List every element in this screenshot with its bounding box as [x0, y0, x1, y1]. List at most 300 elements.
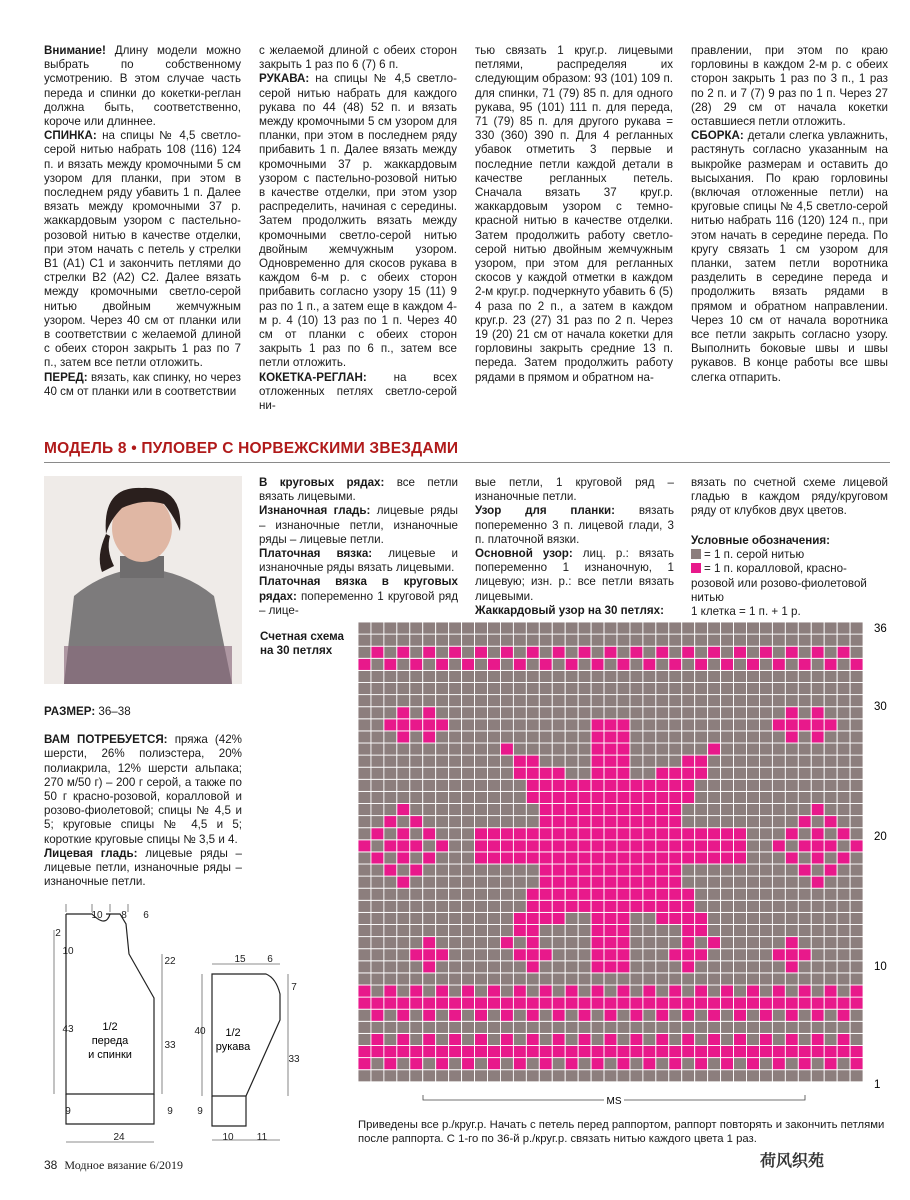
- chart-cell-grey: [552, 755, 565, 767]
- chart-cell-pink: [591, 719, 604, 731]
- chart-cell-grey: [488, 634, 501, 646]
- chart-cell-pink: [837, 646, 850, 658]
- chart-cell-pink: [630, 646, 643, 658]
- chart-cell-grey: [526, 1021, 539, 1033]
- chart-cell-pink: [695, 1046, 708, 1058]
- chart-cell-grey: [513, 719, 526, 731]
- chart-cell-grey: [410, 791, 423, 803]
- chart-cell-pink: [500, 937, 513, 949]
- chart-cell-grey: [682, 670, 695, 682]
- chart-cell-pink: [669, 779, 682, 791]
- chart-cell-grey: [850, 925, 863, 937]
- chart-cell-grey: [488, 695, 501, 707]
- chart-cell-grey: [643, 1070, 656, 1082]
- chart-cell-grey: [617, 1021, 630, 1033]
- chart-cell-grey: [837, 634, 850, 646]
- chart-cell-grey: [578, 973, 591, 985]
- chart-cell-pink: [798, 719, 811, 731]
- chart-cell-grey: [772, 925, 785, 937]
- chart-cell-grey: [643, 937, 656, 949]
- chart-cell-pink: [604, 997, 617, 1009]
- chart-cell-grey: [462, 852, 475, 864]
- chart-cell-grey: [682, 622, 695, 634]
- chart-cell-grey: [811, 791, 824, 803]
- chart-cell-grey: [397, 985, 410, 997]
- chart-cell-pink: [656, 1009, 669, 1021]
- chart-cell-pink: [643, 658, 656, 670]
- dimension-label: 40: [194, 1026, 206, 1037]
- chart-cell-grey: [513, 743, 526, 755]
- paragraph: [475, 44, 673, 385]
- chart-cell-grey: [824, 707, 837, 719]
- chart-cell-grey: [384, 707, 397, 719]
- chart-cell-grey: [539, 683, 552, 695]
- chart-cell-grey: [759, 900, 772, 912]
- chart-cell-pink: [526, 937, 539, 949]
- chart-cell-grey: [798, 731, 811, 743]
- chart-cell-grey: [759, 719, 772, 731]
- chart-cell-grey: [397, 622, 410, 634]
- chart-cell-grey: [384, 937, 397, 949]
- chart-cell-pink: [578, 876, 591, 888]
- chart-cell-grey: [734, 949, 747, 961]
- chart-cell-grey: [358, 755, 371, 767]
- chart-cell-grey: [785, 634, 798, 646]
- chart-cell-pink: [371, 1009, 384, 1021]
- chart-cell-pink: [565, 1046, 578, 1058]
- chart-cell-grey: [759, 658, 772, 670]
- chart-cell-pink: [604, 937, 617, 949]
- chart-cell-grey: [617, 695, 630, 707]
- paragraph-text: лиц. р.: вязать попеременно 1 изнаночную, 1 лицевую; изн. р.: все петли вязать лицевыми.: [475, 547, 675, 603]
- chart-cell-grey: [824, 1021, 837, 1033]
- chart-cell-grey: [630, 731, 643, 743]
- chart-cell-grey: [526, 985, 539, 997]
- chart-cell-grey: [462, 840, 475, 852]
- chart-cell-grey: [811, 1058, 824, 1070]
- paragraph-text: детали слегка увлажнить, растянуть согласно указанным на выкройке размерам и оставить до высыхания. По краю горловины (включая отложенные петли) на круговые спицы № 4,5 светло-серой нитью набрать 116 (120) 124 п., при этом начать в середине переда. По кругу связать 1 см узором для планки, затем петли воротника разделить в середине переда и продолжить вязать рядами в прямом и обратном направлении. Через 10 см от начала воротника все петли закрыть согласно узору. Выполнить боковые швы и швы рукавов. В конце работы все швы слегка отпарить.: [691, 129, 888, 384]
- chart-cell-grey: [384, 949, 397, 961]
- chart-cell-grey: [371, 779, 384, 791]
- chart-cell-grey: [436, 828, 449, 840]
- chart-cell-grey: [798, 646, 811, 658]
- chart-cell-pink: [475, 852, 488, 864]
- chart-cell-grey: [410, 683, 423, 695]
- chart-cell-grey: [785, 900, 798, 912]
- chart-cell-grey: [747, 646, 760, 658]
- chart-cell-pink: [708, 1009, 721, 1021]
- chart-cell-pink: [500, 1009, 513, 1021]
- chart-cell-grey: [513, 973, 526, 985]
- chart-cell-pink: [656, 816, 669, 828]
- chart-cell-pink: [656, 876, 669, 888]
- chart-cell-grey: [669, 707, 682, 719]
- chart-cell-pink: [591, 779, 604, 791]
- chart-cell-grey: [371, 985, 384, 997]
- paragraph-heading: КОКЕТКА-РЕГЛАН:: [259, 370, 367, 384]
- chart-cell-grey: [500, 864, 513, 876]
- chart-cell-pink: [513, 1058, 526, 1070]
- chart-cell-pink: [695, 755, 708, 767]
- chart-cell-pink: [539, 912, 552, 924]
- chart-cell-grey: [552, 961, 565, 973]
- chart-cell-grey: [371, 791, 384, 803]
- chart-cell-grey: [513, 804, 526, 816]
- chart-cell-pink: [436, 840, 449, 852]
- chart-cell-grey: [824, 900, 837, 912]
- chart-cell-grey: [384, 670, 397, 682]
- chart-cell-grey: [513, 1009, 526, 1021]
- chart-cell-grey: [721, 912, 734, 924]
- chart-cell-grey: [462, 961, 475, 973]
- paragraph-heading: РАЗМЕР:: [44, 705, 96, 718]
- chart-cell-grey: [747, 670, 760, 682]
- chart-cell-grey: [747, 937, 760, 949]
- chart-cell-pink: [695, 949, 708, 961]
- chart-cell-pink: [565, 900, 578, 912]
- chart-cell-pink: [397, 828, 410, 840]
- chart-cell-grey: [837, 707, 850, 719]
- paragraph: [475, 504, 674, 547]
- chart-cell-grey: [462, 949, 475, 961]
- chart-cell-grey: [695, 1009, 708, 1021]
- chart-cell-grey: [850, 1033, 863, 1045]
- chart-cell-grey: [837, 767, 850, 779]
- body-label-1: 1/2: [102, 1021, 118, 1033]
- chart-cell-grey: [371, 888, 384, 900]
- chart-cell-grey: [371, 1021, 384, 1033]
- chart-cell-grey: [513, 622, 526, 634]
- chart-cell-grey: [837, 961, 850, 973]
- chart-cell-grey: [410, 888, 423, 900]
- chart-cell-grey: [578, 658, 591, 670]
- chart-cell-pink: [656, 840, 669, 852]
- chart-cell-grey: [488, 719, 501, 731]
- chart-cell-grey: [669, 731, 682, 743]
- chart-cell-grey: [423, 900, 436, 912]
- chart-cell-pink: [488, 1046, 501, 1058]
- chart-cell-grey: [565, 1070, 578, 1082]
- chart-cell-pink: [397, 719, 410, 731]
- chart-cell-grey: [850, 755, 863, 767]
- chart-cell-grey: [410, 1033, 423, 1045]
- chart-cell-grey: [811, 695, 824, 707]
- chart-cell-grey: [410, 646, 423, 658]
- chart-cell-grey: [837, 816, 850, 828]
- chart-cell-pink: [513, 828, 526, 840]
- chart-cell-pink: [488, 1058, 501, 1070]
- chart-cell-pink: [630, 1046, 643, 1058]
- chart-cell-grey: [449, 658, 462, 670]
- chart-cell-grey: [669, 646, 682, 658]
- chart-cell-pink: [669, 985, 682, 997]
- chart-cell-grey: [772, 1070, 785, 1082]
- chart-cell-grey: [747, 828, 760, 840]
- chart-cell-grey: [591, 1009, 604, 1021]
- chart-cell-grey: [850, 900, 863, 912]
- chart-cell-grey: [721, 646, 734, 658]
- chart-cell-grey: [565, 937, 578, 949]
- chart-cell-pink: [578, 779, 591, 791]
- chart-cell-grey: [682, 719, 695, 731]
- chart-cell-grey: [734, 743, 747, 755]
- chart-cell-grey: [436, 646, 449, 658]
- chart-cell-pink: [397, 876, 410, 888]
- chart-cell-pink: [837, 828, 850, 840]
- chart-cell-grey: [734, 1058, 747, 1070]
- chart-cell-grey: [708, 683, 721, 695]
- chart-cell-grey: [759, 973, 772, 985]
- chart-cell-grey: [449, 622, 462, 634]
- chart-cell-grey: [384, 634, 397, 646]
- chart-cell-grey: [436, 852, 449, 864]
- chart-cell-grey: [837, 876, 850, 888]
- chart-cell-pink: [578, 900, 591, 912]
- chart-cell-grey: [410, 743, 423, 755]
- chart-cell-grey: [850, 949, 863, 961]
- chart-cell-pink: [669, 767, 682, 779]
- chart-cell-pink: [798, 997, 811, 1009]
- chart-cell-grey: [449, 1058, 462, 1070]
- chart-cell-grey: [695, 646, 708, 658]
- chart-cell-grey: [449, 840, 462, 852]
- chart-cell-pink: [604, 925, 617, 937]
- chart-cell-grey: [734, 755, 747, 767]
- chart-cell-grey: [397, 743, 410, 755]
- chart-cell-grey: [772, 852, 785, 864]
- chart-cell-grey: [578, 912, 591, 924]
- paragraph-text: с желаемой длиной с обеих сторон закрыть 1 раз по 6 (7) 6 п.: [259, 44, 457, 72]
- chart-cell-grey: [785, 876, 798, 888]
- chart-cell-pink: [423, 961, 436, 973]
- chart-cell-grey: [358, 876, 371, 888]
- chart-cell-grey: [850, 743, 863, 755]
- chart-cell-grey: [591, 707, 604, 719]
- chart-cell-pink: [552, 1046, 565, 1058]
- chart-cell-grey: [617, 622, 630, 634]
- chart-cell-grey: [397, 1058, 410, 1070]
- chart-cell-grey: [358, 804, 371, 816]
- chart-cell-pink: [578, 864, 591, 876]
- chart-cell-grey: [410, 1009, 423, 1021]
- chart-cell-grey: [578, 1021, 591, 1033]
- chart-cell-grey: [837, 1021, 850, 1033]
- chart-cell-grey: [358, 900, 371, 912]
- chart-cell-grey: [695, 743, 708, 755]
- sleeve-label: рукава: [215, 1041, 251, 1053]
- chart-cell-grey: [539, 1033, 552, 1045]
- chart-cell-pink: [591, 743, 604, 755]
- chart-cell-grey: [384, 925, 397, 937]
- chart-cell-pink: [423, 1009, 436, 1021]
- chart-cell-grey: [578, 961, 591, 973]
- chart-cell-pink: [682, 828, 695, 840]
- chart-cell-pink: [565, 985, 578, 997]
- chart-cell-grey: [721, 949, 734, 961]
- chart-cell-grey: [358, 961, 371, 973]
- chart-cell-grey: [721, 791, 734, 803]
- chart-cell-grey: [488, 816, 501, 828]
- chart-cell-grey: [358, 852, 371, 864]
- chart-cell-pink: [656, 646, 669, 658]
- chart-cell-grey: [436, 925, 449, 937]
- chart-cell-pink: [423, 997, 436, 1009]
- chart-cell-pink: [513, 755, 526, 767]
- chart-cell-grey: [734, 816, 747, 828]
- chart-cell-grey: [552, 634, 565, 646]
- chart-cell-grey: [759, 622, 772, 634]
- chart-cell-grey: [850, 973, 863, 985]
- chart-cell-grey: [539, 731, 552, 743]
- chart-cell-grey: [436, 683, 449, 695]
- chart-cell-grey: [759, 828, 772, 840]
- chart-cell-grey: [811, 912, 824, 924]
- chart-cell-grey: [747, 804, 760, 816]
- chart-cell-pink: [578, 1033, 591, 1045]
- chart-cell-grey: [695, 973, 708, 985]
- chart-cell-grey: [759, 876, 772, 888]
- chart-cell-pink: [410, 840, 423, 852]
- chart-cell-grey: [436, 1021, 449, 1033]
- chart-cell-grey: [436, 755, 449, 767]
- chart-cell-grey: [759, 961, 772, 973]
- chart-cell-grey: [643, 646, 656, 658]
- chart-cell-grey: [772, 622, 785, 634]
- chart-cell-pink: [785, 731, 798, 743]
- chart-cell-grey: [811, 985, 824, 997]
- chart-cell-grey: [772, 731, 785, 743]
- chart-cell-grey: [500, 973, 513, 985]
- chart-cell-pink: [617, 743, 630, 755]
- chart-cell-grey: [384, 791, 397, 803]
- chart-cell-grey: [397, 791, 410, 803]
- chart-cell-grey: [617, 973, 630, 985]
- chart-cell-grey: [436, 816, 449, 828]
- chart-cell-pink: [604, 779, 617, 791]
- chart-cell-grey: [721, 731, 734, 743]
- chart-cell-grey: [734, 719, 747, 731]
- chart-cell-grey: [630, 658, 643, 670]
- chart-cell-grey: [837, 743, 850, 755]
- chart-cell-pink: [513, 925, 526, 937]
- chart-cell-grey: [734, 622, 747, 634]
- chart-cell-grey: [734, 925, 747, 937]
- chart-cell-grey: [578, 949, 591, 961]
- chart-cell-grey: [824, 646, 837, 658]
- chart-cell-grey: [397, 1070, 410, 1082]
- chart-cell-pink: [669, 804, 682, 816]
- chart-cell-grey: [798, 973, 811, 985]
- chart-cell-grey: [656, 658, 669, 670]
- chart-cell-grey: [604, 1058, 617, 1070]
- paragraph: [691, 129, 888, 385]
- chart-cell-pink: [643, 997, 656, 1009]
- chart-cell-grey: [449, 791, 462, 803]
- chart-cell-grey: [643, 1033, 656, 1045]
- chart-cell-pink: [526, 1009, 539, 1021]
- chart-cell-grey: [798, 683, 811, 695]
- chart-cell-pink: [785, 852, 798, 864]
- chart-cell-grey: [410, 755, 423, 767]
- chart-cell-grey: [462, 828, 475, 840]
- chart-cell-grey: [617, 1033, 630, 1045]
- chart-cell-grey: [449, 1021, 462, 1033]
- chart-cell-grey: [591, 1021, 604, 1033]
- chart-cell-grey: [371, 949, 384, 961]
- chart-cell-pink: [695, 852, 708, 864]
- chart-cell-grey: [824, 731, 837, 743]
- chart-cell-grey: [682, 707, 695, 719]
- dimension-label: 7: [291, 982, 297, 993]
- chart-cell-grey: [500, 791, 513, 803]
- chart-cell-grey: [643, 973, 656, 985]
- chart-cell-pink: [539, 804, 552, 816]
- chart-cell-pink: [591, 961, 604, 973]
- chart-cell-grey: [708, 731, 721, 743]
- chart-cell-pink: [565, 816, 578, 828]
- chart-cell-grey: [759, 731, 772, 743]
- model-photo: [44, 476, 242, 684]
- paragraph-heading: Лицевая гладь:: [44, 846, 138, 860]
- chart-cell-pink: [552, 840, 565, 852]
- chart-cell-pink: [475, 646, 488, 658]
- chart-cell-grey: [734, 683, 747, 695]
- chart-cell-pink: [824, 816, 837, 828]
- chart-cell-grey: [837, 1058, 850, 1070]
- chart-cell-grey: [371, 755, 384, 767]
- chart-cell-pink: [552, 779, 565, 791]
- chart-cell-pink: [436, 985, 449, 997]
- chart-cell-pink: [500, 1046, 513, 1058]
- chart-cell-grey: [591, 670, 604, 682]
- chart-cell-grey: [759, 767, 772, 779]
- chart-cell-grey: [695, 900, 708, 912]
- paragraph: [475, 604, 674, 618]
- chart-cell-grey: [410, 767, 423, 779]
- chart-cell-grey: [513, 695, 526, 707]
- chart-cell-grey: [630, 695, 643, 707]
- chart-cell-grey: [410, 1021, 423, 1033]
- chart-cell-pink: [734, 840, 747, 852]
- chart-cell-grey: [695, 670, 708, 682]
- paragraph-heading: СБОРКА:: [691, 129, 744, 143]
- chart-cell-pink: [682, 888, 695, 900]
- chart-cell-pink: [513, 767, 526, 779]
- chart-cell-grey: [526, 816, 539, 828]
- chart-cell-pink: [552, 912, 565, 924]
- chart-row-label: 1: [874, 1079, 881, 1091]
- chart-cell-grey: [747, 779, 760, 791]
- chart-cell-pink: [656, 828, 669, 840]
- dimension-label: 6: [143, 910, 149, 921]
- chart-cell-grey: [513, 683, 526, 695]
- chart-cell-pink: [617, 900, 630, 912]
- chart-cell-grey: [682, 864, 695, 876]
- chart-cell-grey: [397, 755, 410, 767]
- chart-cell-grey: [837, 683, 850, 695]
- paragraph-heading: Платочная вязка:: [259, 547, 373, 561]
- chart-cell-grey: [578, 719, 591, 731]
- chart-cell-grey: [747, 683, 760, 695]
- chart-cell-pink: [617, 791, 630, 803]
- chart-cell-pink: [410, 719, 423, 731]
- chart-cell-pink: [552, 646, 565, 658]
- chart-cell-grey: [656, 1021, 669, 1033]
- chart-cell-grey: [785, 840, 798, 852]
- chart-cell-pink: [513, 949, 526, 961]
- chart-cell-grey: [669, 670, 682, 682]
- chart-cell-pink: [526, 755, 539, 767]
